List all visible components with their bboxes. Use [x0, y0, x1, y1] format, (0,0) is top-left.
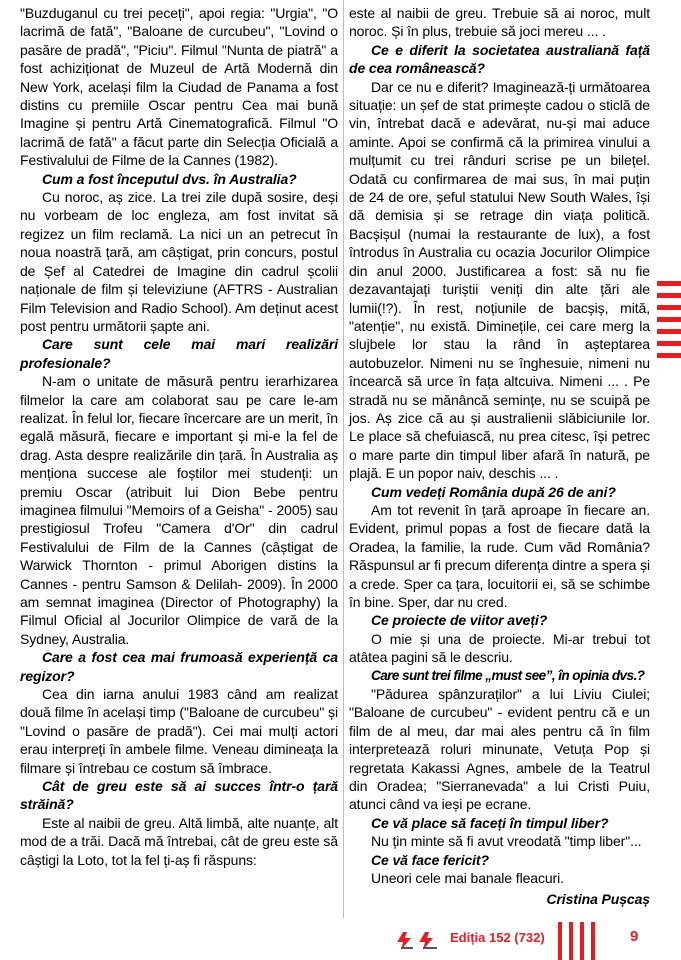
interview-question: Cum vedeți România după 26 de ani?: [371, 483, 616, 500]
author-signature: Cristina Pușcaș: [546, 890, 650, 907]
interview-question: Cum a fost începutul dvs. în Australia?: [42, 170, 297, 187]
paragraph: "Buzduganul cu trei peceți", apoi regia: "Urgia", "O lacrimă de fată", "Baloane de curcubeu", "Lovind o pasăre de pradă", "Piciu". Filmul "Nunta de piatră" a fost achiziționat de Muzeul de Artă Modernă din New York, același film la Ciudad de Panama a fost distins cu premiile Oscar pentru Cea mai bună Imagine și pentru Artă Cinematografică. Filmul "O lacrimă de fată" a făcut parte din Selecția Oficială a Festivalului de Filme de la Cannes (1982).: [20, 5, 338, 169]
paragraph: Cu noroc, aș zice. La trei zile după sosire, deși nu vorbeam de loc engleza, am fost invitat să regizez un film reclamă. La nici un an petrecut în noua noastră țară, am câștigat, prin concurs, postul de Șef al Catedrei de Imagine din cadrul școlii naționale de film și televiziune (AFTRS - Australian Film Television and Radio School). Am deținut acest post pentru următorii șapte ani.: [20, 189, 338, 334]
interview-question: Cât de greu este să ai succes într-o țară străină?: [20, 778, 338, 813]
interview-question: Ce e diferit la societatea australiană față de cea românească?: [349, 41, 650, 77]
paragraph: "Pădurea spânzuraților" a lui Liviu Ciulei; "Baloane de curcubeu" - evident pentru că e un film de al meu, dar mai ales pentru că în film interpretează roluri minunate, Vetuța Pop și regretata Kakassi Agnes, ambele de la Teatrul din Oradea; "Sierranevada" a lui Cristi Puiu, atunci când va ieși pe ecrane.: [349, 686, 650, 813]
paragraph: Este al naibii de greu. Altă limbă, alte nuanțe, alt mod de a trăi. Dacă mă întrebai, cât de greu este să câștigi la Loto, tot la fel ți-aș fi răspuns:: [20, 814, 338, 868]
interview-question: Care a fost cea mai frumoasă experiență ca regizor?: [20, 649, 338, 684]
interview-question: Ce proiecte de viitor aveți?: [371, 612, 548, 629]
paragraph: Uneori cele mai banale fleacuri.: [371, 870, 564, 887]
interview-question: Ce vă place să faceți în timpul liber?: [371, 814, 609, 831]
red-stripes-decoration: [657, 281, 681, 359]
paragraph: O mie și una de proiecte. Mi-ar trebui tot atâtea pagini să le descriu.: [349, 630, 650, 666]
interview-question: Care sunt cele mai mari realizări profesionale?: [20, 336, 338, 371]
footer-bars-decoration: [558, 922, 608, 960]
edition-label: Ediția 152 (732): [450, 930, 545, 945]
paragraph: Cea din iarna anului 1983 când am realizat două filme în același timp ("Baloane de curcubeu" și "Lovind o pasăre de pradă"). Cei mai mulți actori erau interpreți în ambele filme. Veneau dimineața la filmare și întrebau ce costum să îmbrace.: [20, 686, 338, 776]
interview-question: Care sunt trei filme „must see”, în opinia dvs.?: [371, 667, 645, 683]
right-column: [349, 4, 650, 908]
interview-question: Ce vă face fericit?: [371, 851, 489, 868]
paragraph: N-am o unitate de măsură pentru ierarhizarea filmelor la care am colaborat sau pe care le-am realizat. În felul lor, fiecare încercare are un merit, în egală măsură, fiecare e important și mi-e la fel de drag. Asta despre realizările din țară. În Australia aș menționa succese ale foștilor mei studenți: un premiu Oscar (atribuit lui Dion Bebe pentru imaginea filmului "Memoirs of a Geisha" - 2005) sau prestigiosul Trofeu "Camera d'Or" din cadrul Festivalului de Film de la Cannes (câștigat de Warwick Thornton - primul Aborigen distins la Cannes - pentru Samson & Delilah- 2009). În 2000 am semnat imaginea (Director of Photography) la Filmul Oficial al Jocurilor Olimpice de vară de la Sydney, Australia.: [20, 373, 338, 647]
paragraph: Nu țin minte să fi avut vreodată "timp liber"...: [371, 833, 642, 850]
magazine-logo-icon: [393, 928, 441, 952]
page-footer: [0, 918, 681, 960]
paragraph: Dar ce nu e diferit? Imaginează-ți următoarea situație: un șef de stat primește cadou o sticlă de vin, întrebat dacă e adevărat, nu-și mai aduce aminte. Apoi se confirmă că la primirea vinului a mulțumit cu trei rânduri scrise pe un bilețel. Odată cu confirmarea de mai sus, în mai puțin de 24 de ore, șeful statului New South Wales, își dă demisia și se retrage din viața politică. Bacșișul (numai la restaurante de lux), a fost întrodus în Australia cu ocazia Jocurilor Olimpice din anul 2000. Justificarea a fost: să nu fie dezavantajați turiștii veniți din alte țări ale lumii(!?). În rest, noțiunile de bacșiș, mită, "atenție", nu există. Diminețile, cei care merg la slujbele lor stau la rând în așteptarea autobuzelor. Nimeni nu se înghesuie, nimeni nu încearcă să urce în fața altcuiva. Nimeni ... . Pe stradă nu se mănâncă semințe, nu se scuipă pe jos. Aș zice că au și australienii slăbiciunile lor. Le place să chefuiască, nu prea citesc, își petrec o mare parte din timpul liber afară în natură, pe plajă. E un popor naiv, deschis ... .: [349, 78, 650, 482]
column-divider: [343, 0, 344, 918]
page-number: 9: [630, 928, 639, 945]
paragraph: este al naibii de greu. Trebuie să ai noroc, mult noroc. Și în plus, trebuie să joci mereu ... .: [349, 5, 650, 40]
paragraph: Am tot revenit în țară aproape în fiecare an. Evident, primul popas a fost de fiecare dată la Oradea, la familie, la rude. Cum văd România? Răspunsul ar fi precum diferența dintre a spera și a crede. Sper ca țara, locuitorii ei, să se schimbe în bine. Sper, dar nu cred.: [349, 501, 650, 610]
left-column: [20, 4, 338, 869]
